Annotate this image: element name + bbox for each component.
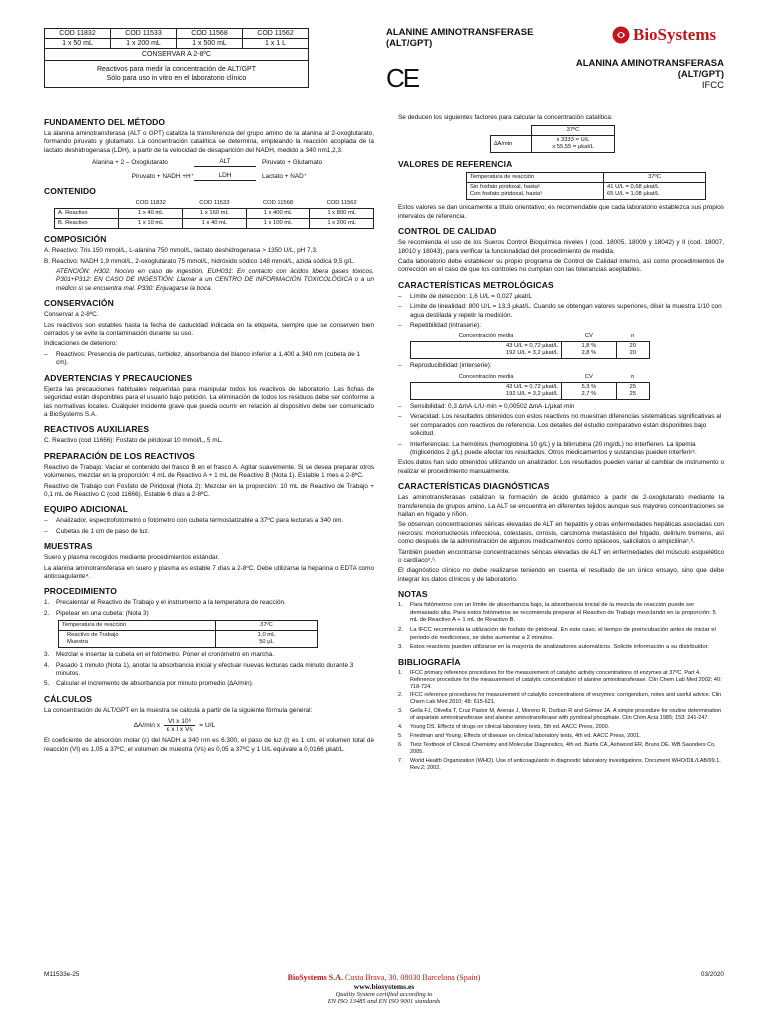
reference-text: Friedman and Young. Effects of disease on clinical laboratory tests, 4th ed. AACC Press, 2001.: [410, 733, 641, 739]
left-column: [44, 112, 374, 756]
code-cell: COD 11562: [243, 29, 309, 39]
title-en-line-2: (ALT/GPT): [386, 38, 433, 49]
list-text: Límite de detección: 1,6 U/L = 0,027 µkat/L: [410, 292, 532, 300]
cell: 37ºC: [216, 621, 318, 631]
cell: 1,0 mL: [257, 632, 276, 639]
factors-intro: Se deducen los siguientes factores para calcular la concentración catalítica:: [398, 114, 613, 121]
cell: 5,3 %: [581, 383, 597, 390]
method-text: La alanina aminotransferasa (ALT o GPT) cataliza la transferencia del grupo amino de la alanina al 2-oxoglutarato, formando piruvato y glutamato. La concentración catalítica se determina, empleando la reacción acoplada de la lactato deshidrogenasa (LDH), a partir de la velocidad de desaparición del NADH, medido a 340 nm1,2,3.: [44, 130, 374, 154]
cell: 20: [629, 343, 636, 350]
section-title: CARACTERÍSTICAS DIAGNÓSTICAS: [398, 481, 550, 492]
reference-text: Young DS. Effects of drugs on clinical laboratory tests, 5th ed. AACC Press, 2000.: [410, 724, 610, 731]
list-item: – Reactivos: Presencia de partículas, turbidez, absorbancia del blanco inferior a 1,400 a 340 nm (cubeta de 1 cm).: [44, 350, 361, 367]
step-item: 5. Calcular el incremento de absorbancia por minuto promedio (∆A/min).: [44, 680, 254, 688]
col-header: COD 11568: [262, 200, 294, 207]
reference-text: Tietz Textbook of Clinical Chemistry and Molecular Diagnostics, 4th ed. Burtis CA, Ashwood ER, Bruns DE. WB Saunders Co, 2005.: [410, 741, 716, 755]
step-text: Pipetear en una cubeta: (Nota 3): [56, 609, 149, 617]
reference-item: 7. World Health Organization (WHO). Use of anticoagulants in diagnostic laboratory investigations. Document WHO/DIL/LAB/99.1, Rev.2; 2002.: [398, 757, 721, 771]
row-label: A. Reactivo: [55, 209, 119, 219]
list-text: Límite de linealidad: 800 U/L = 13,3 µkat/L. Cuando se obtengan valores superiores, diluir la muestra 1/10 con agua destilada y repetir la medición.: [410, 303, 722, 319]
document-date: 03/2020: [700, 971, 724, 978]
section-title: PROCEDIMIENTO: [44, 586, 117, 597]
quality-line-2: EN ISO 13485 and EN ISO 9001 standards: [327, 998, 441, 1005]
warnings-text: Ejerza las precauciones habituales requeridas para manipular todos los reactivos de laboratorio. Las fichas de seguridad están disponibles para el usuario bajo petición. La eliminación de todos los residuos debe ser conforme a las normativas locales. Cualquier incidente grave que pueda ocurrir en relación al dispositivo debe ser comunicado a BioSystems S.A.: [44, 385, 374, 418]
right-column: [398, 114, 724, 774]
calc-text-2: El coeficiente de absorción molar (ε) del NADH a 340 nm es 6.300, el paso de luz (l) es 1 cm, el volumen total de reacción (Vt) es 1,05 a 37ºC, el volumen de muestra (Vs) es 0,05 a 37ºC y 1 U/L equivale a 0,0166 µkat/L.: [44, 737, 374, 753]
reference-item: 4. Young DS. Effects of drugs on clinical laboratory tests, 5th ed. AACC Press, 2000.: [398, 724, 610, 731]
reference-text: IFCC primary reference procedures for the measurement of catalytic activity concentrations of enzymes at 37ºC. Part 4. Reference procedure for the measurement of catalytic concentration of alanine aminotransferase. Clin Chem Lab Med 2002; 40: 718-724.: [410, 669, 722, 690]
formula-fraction: [164, 718, 195, 733]
reference-item: 6. Tietz Textbook of Clinical Chemistry and Molecular Diagnostics, 4th ed. Burtis CA, Ashwood ER, Bruns DE. WB Saunders Co, 2005.: [398, 741, 716, 755]
reference-item: 1. IFCC primary reference procedures for the measurement of catalytic activity concentrations of enzymes at 37ºC. Part 4. Reference procedure for the measurement of catalytic concentration of alanine aminotransferase. Clin Chem Lab Med 2002; 40: 718-724.: [398, 669, 722, 690]
step-text: Calcular el incremento de absorbancia por minuto promedio (∆A/min).: [56, 680, 254, 688]
section-title: FUNDAMENTO DEL MÉTODO: [44, 117, 166, 127]
reaction-2-right: Lactato + NAD⁺: [262, 173, 308, 181]
reproducibility-table: [410, 373, 650, 400]
list-item: – Sensibilidad: 0,3 ∆mA·L/U·min = 0,00502 ∆mA·L/µkat·min: [398, 402, 575, 410]
cell: Temperatura de reacción: [59, 621, 216, 631]
biosystems-emblem-icon: [612, 26, 630, 44]
cell: 37ºC: [604, 173, 706, 183]
diag-text-2: Se observan concentraciones séricas elevadas de ALT en hepatitis y otras enfermedades hepáticas asociadas con necrosis: mononucleosis infecciosa, colestasis, cirrosis, carcinoma metastásico del hígado, delirium tremens, así como después de la administración de algunos medicamentos como opiáceos, salicilatos o ampicilina⁵,⁶.: [398, 521, 724, 546]
cell: 43 U/L = 0,72 µkat/L: [505, 383, 559, 390]
cell: 1 x 40 mL: [183, 219, 247, 229]
enzyme-label: ALT: [219, 158, 231, 166]
cell: Reactivo de Trabajo: [67, 632, 119, 639]
cell: 1 x 200 mL: [310, 219, 374, 229]
company-address: Costa Brava, 30. 08030 Barcelona (Spain): [343, 973, 481, 982]
col-header: CV: [584, 333, 593, 340]
cell: Sin fosfato piridoxal, hasta⁵: [470, 184, 541, 191]
cell: 20: [629, 350, 636, 357]
formula-rhs: = U/L: [199, 722, 216, 730]
size-cell: 1 x 1 L: [243, 39, 309, 49]
list-item: – Reproducibilidad (interserie):: [398, 362, 492, 370]
reference-item: 3. Gella FJ, Olivella T, Cruz Pastor M, Arenas J, Moreno R, Durban R and Gómez JA. A simple procedure for routine determination of aspartate aminotransferase and alanine aminotransferase with pyridoxal phosphate. Clin Chim Acta 1985; 153: 241-247.: [398, 708, 722, 722]
section-title: ADVERTENCIAS Y PRECAUCIONES: [44, 372, 193, 383]
samples-text-1: Suero y plasma recogidos mediante procedimientos estándar.: [44, 554, 220, 562]
prep-text-2: Reactivo de Trabajo con Fosfato de Piridoxal (Nota 2): Mezclar en la proporción: 10 mL de Reactivo de Trabajo + 0,1 mL de Reactivo C (cod 11666). Estable 6 días a 2-8ºC.: [44, 482, 374, 498]
formula-lhs: ∆A/min x: [134, 722, 161, 730]
col-header: COD 11562: [326, 200, 357, 207]
document-code: M11533e-25: [44, 971, 80, 978]
enzyme-label: LDH: [218, 172, 232, 180]
factors-table: [490, 125, 615, 153]
list-text: Cubetas de 1 cm de paso de luz.: [56, 527, 150, 535]
note-item: 3. Estos reactivos pueden utilizarse en la mayoría de analizadores automáticos. Solicite información a su distribuidor.: [398, 644, 709, 651]
section-title: COMPOSICIÓN: [44, 234, 107, 245]
cell: 1 x 40 mL: [119, 209, 183, 219]
section-title: CONSERVACIÓN: [44, 298, 114, 309]
usage-line-2: Sólo para uso in vitro en el laboratorio clínico: [106, 75, 247, 82]
qc-text-2: Cada laboratorio debe establecer su propio programa de Control de Calidad interno, así como procedimientos de corrección en el caso de que los controles no cumplan con las tolerancias aceptables.: [398, 258, 724, 274]
cell: Con fosfato piridoxal, hasta⁵: [470, 191, 543, 198]
cell: 2,8 %: [581, 350, 597, 357]
reaction-1-arrow: [194, 158, 256, 167]
reference-item: 2. IFCC reference procedures for measurement of catalytic concentrations of enzymes: corrigendum, notes and useful advice. Clin Chem Lab Med 2010; 48: 615-621.: [398, 692, 722, 706]
step-item: 1. Precalentar el Reactivo de Trabajo y el instrumento a la temperatura de reacción.: [44, 599, 286, 607]
list-text: Reproducibilidad (interserie):: [410, 362, 492, 370]
cell: 1 x 400 mL: [246, 209, 310, 219]
title-spanish: [576, 58, 724, 91]
section-title: VALORES DE REFERENCIA: [398, 159, 513, 170]
section-title: CONTENIDO: [44, 186, 96, 197]
note-text: Para fotómetros con un límite de absorbancia bajo, la absorbancia inicial de la mezcla de reacción puede ser demasiado alta. Para estos fotómetros se recomienda preparar el Reactivo de Trabajo mezclando en la proporción: 5 mL de Reactivo A + 1 mL de Reactivo B.: [410, 602, 716, 624]
col-header: n: [631, 333, 635, 340]
calc-text-1: La concentración de ALT/GPT en la muestra se calcula a partir de la siguiente fórmula general:: [44, 706, 313, 714]
formula: [134, 718, 374, 733]
diag-text-3: También pueden encontrarse concentraciones séricas elevadas de ALT en enfermedades del músculo esquelético o cardíaco⁵,⁶.: [398, 548, 724, 564]
deterioration-label: Indicaciones de deterioro:: [44, 340, 118, 348]
step-item: 2. Pipetear en una cubeta: (Nota 3): [44, 609, 149, 617]
pipetting-table: [58, 620, 318, 648]
row-label: B. Reactivo: [55, 219, 119, 229]
cell: Temperatura de reacción: [467, 173, 604, 183]
list-item: – Veracidad: Los resultados obtenidos con estos reactivos no muestran diferencias sistemáticas significativas al ser comparados con reactivos de referencia. Los detalles del estudio comparativo están disponibles bajo solicitud.: [398, 413, 722, 438]
code-cell: COD 11533: [111, 29, 177, 39]
repeatability-table: [410, 332, 650, 359]
list-item: – Analizador, espectrofotómetro o fotómetro con cubeta termostatizable a 37ºC para lecturas a 340 nm.: [44, 517, 344, 525]
section-title: EQUIPO ADICIONAL: [44, 504, 128, 515]
cell: 1 x 100 mL: [246, 219, 310, 229]
ce-mark-icon: CE: [386, 63, 419, 93]
cell: 192 U/L = 3,2 µkat/L: [505, 350, 559, 357]
company-web: www.biosystems.es: [353, 982, 415, 991]
cell: 37ºC: [532, 126, 615, 136]
cell: 1 x 800 mL: [310, 209, 374, 219]
title-english: [386, 27, 533, 49]
col-header: CV: [584, 373, 593, 380]
list-item: – Interferencias: La hemólisis (hemoglobina 10 g/L) y la bilirrubina (20 mg/dL) no interfieren. La lipemia (triglicéridos 2 g/L) puede afectar los resultados. Otros medicamentos y sustancias pueden interferir⁶.: [398, 440, 697, 456]
cell: 1,8 %: [581, 343, 597, 350]
list-item: – Límite de linealidad: 800 U/L = 13,3 µkat/L. Cuando se obtengan valores superiores, diluir la muestra 1/10 con agua destilada y repetir la medición.: [398, 303, 722, 319]
cell: 50 µL: [259, 639, 274, 646]
stability-text: Los reactivos son estables hasta la fecha de caducidad indicada en la etiqueta, siempre que se conserven bien cerrados y se evite la contaminación durante su uso.: [44, 321, 374, 338]
step-item: 3. Mezclar e insertar la cubeta en el fotómetro. Poner el cronómetro en marcha.: [44, 651, 275, 659]
col-header: n: [631, 373, 635, 380]
cell: x 55,55 = µkat/L: [552, 144, 594, 151]
note-item: 2. La IFCC recomienda la utilización de fosfato de piridoxal. En este caso, el tiempo de preincubación antes de iniciar el periodo de mediciones, se debe aumentar a 2 minutos.: [398, 626, 716, 641]
cell: 65 U/L = 1,08 µkat/L: [607, 191, 660, 198]
cell: ∆A/min: [491, 136, 532, 153]
section-title: REACTIVOS AUXILIARES: [44, 424, 150, 435]
samples-text-2: La alanina aminotransferasa en suero y plasma es estable 7 días a 2-8ºC. Debe utilizarse la heparina o EDTA como anticoagulante⁴.: [44, 564, 374, 580]
reference-values-table: [466, 172, 706, 200]
section-title: MUESTRAS: [44, 541, 93, 552]
list-item: – Cubetas de 1 cm de paso de luz.: [44, 527, 150, 535]
quality-line-1: Quality System certified according to: [335, 991, 433, 998]
note-item: 1. Para fotómetros con un límite de absorbancia bajo, la absorbancia inicial de la mezcla de reacción puede ser demasiado alta. Para estos fotómetros se recomienda preparar el Reactivo de Trabajo mezclando en la proporción: 5 mL de Reactivo A + 1 mL de Reactivo B.: [398, 602, 716, 624]
col-header: Concentración media: [458, 373, 514, 380]
brand-logo: [612, 25, 716, 45]
cell: Muestra: [67, 639, 88, 646]
prep-text-1: Reactivo de Trabajo: Vaciar el contenido del frasco B en el frasco A. Agitar suavemente. Si se desea preparar otros volúmenes, mezclar en la proporción: 4 mL de Reactivo A + 1 mL de Reactivo B (Nota 1). Estable 1 mes a 2-8ºC.: [44, 463, 374, 480]
reaction-2-left: Piruvato + NADH +H⁺: [131, 173, 194, 181]
cell: 25: [629, 390, 636, 397]
formula-numerator: Vt x 10⁶: [164, 718, 195, 726]
col-header: Concentración media: [458, 333, 514, 340]
method-label: IFCC: [701, 80, 724, 91]
storage-note: CONSERVAR A 2-8ºC: [45, 49, 309, 61]
qc-text-1: Se recomienda el uso de los Sueros Control Bioquímica niveles I (cod. 18005, 18009 y 18042) y II (cod. 18007, 18010 y 18043), para verificar la funcionalidad del procedimiento de medida.: [398, 239, 724, 255]
reference-text: World Health Organization (WHO). Use of anticoagulants in diagnostic laboratory investigations. Document WHO/DIL/LAB/99.1, Rev.2; 2002.: [410, 757, 721, 771]
list-item: – Límite de detección: 1,6 U/L = 0,027 µkat/L: [398, 292, 532, 300]
cell: 1 x 160 mL: [183, 209, 247, 219]
note-text: La IFCC recomienda la utilización de fosfato de piridoxal. En este caso, el tiempo de preincubación antes de iniciar el periodo de mediciones, se debe aumentar a 2 minutos.: [410, 626, 716, 641]
step-text: Precalentar el Reactivo de Trabajo y el instrumento a la temperatura de reacción.: [56, 599, 286, 607]
contents-table: [54, 199, 374, 229]
cell: 2,7 %: [581, 390, 597, 397]
list-item: – Repetibilidad (intraserie):: [398, 322, 482, 330]
formula-denominator: ε x l x Vs: [166, 726, 193, 734]
auxiliary-text: C. Reactivo (cod 11666): Fosfato de piridoxal 10 mmol/L, 5 mL.: [44, 437, 223, 445]
cell: 43 U/L = 0,72 µkat/L: [505, 343, 559, 350]
col-header: COD 11832: [135, 200, 166, 207]
usage-line-1: Reactivos para medir la concentración de ALT/GPT: [96, 66, 256, 73]
step-text: Mezclar e insertar la cubeta en el fotómetro. Poner el cronómetro en marcha.: [56, 651, 275, 659]
cell: 25: [629, 383, 636, 390]
code-cell: COD 11568: [177, 29, 243, 39]
company-footer: [0, 973, 768, 1005]
col-header: COD 11533: [199, 200, 230, 207]
code-cell: COD 11832: [45, 29, 111, 39]
section-title: CARACTERÍSTICAS METROLÓGICAS: [398, 279, 554, 290]
reaction-1-left: Alanina + 2 – Oxoglutarato: [92, 159, 168, 167]
cell: 192 U/L = 3,2 µkat/L: [505, 390, 559, 397]
diag-text-4: El diagnóstico clínico no debe realizarse teniendo en cuenta el resultado de un único ensayo, sino que debe integrar los datos clínicos y de laboratorio.: [398, 567, 724, 583]
reference-text: Gella FJ, Olivella T, Cruz Pastor M, Arenas J, Moreno R, Durban R and Gómez JA. A simple procedure for routine determination of aspartate aminotransferase and alanine aminotransferase with pyridoxal phosphate. Clin Chim Acta 1985; 153: 241-247.: [410, 708, 722, 722]
list-text: Interferencias: La hemólisis (hemoglobina 10 g/L) y la bilirrubina (20 mg/dL) no interfieren. La lipemia (triglicéridos 2 g/L) puede afectar los resultados. Otros medicamentos y sustancias pueden interferir⁶.: [410, 440, 697, 456]
composition-a: A. Reactivo: Tris 150 mmol/L, L-alanina 750 mmol/L, lactato deshidrogenasa > 1350 U/L, pH 7,3.: [44, 247, 318, 255]
cell: 41 U/L = 0,68 µkat/L: [607, 184, 660, 191]
size-cell: 1 x 200 mL: [111, 39, 177, 49]
list-text: Veracidad: Los resultados obtenidos con estos reactivos no muestran diferencias sistemáticas significativas al ser comparados con reactivos de referencia. Los detalles del estudio comparativo están disponibles bajo solicitud.: [410, 413, 722, 438]
reference-item: 5. Friedman and Young. Effects of disease on clinical laboratory tests, 4th ed. AACC Press, 2001.: [398, 733, 641, 739]
brand-name: BioSystems: [633, 25, 717, 44]
list-text: Analizador, espectrofotómetro o fotómetro con cubeta termostatizable a 37ºC para lecturas a 340 nm.: [56, 517, 344, 525]
section-title: CONTROL DE CALIDAD: [398, 226, 497, 237]
product-codes-table: [44, 28, 309, 88]
reaction-scheme: [92, 158, 374, 181]
note-text: Estos reactivos pueden utilizarse en la mayoría de analizadores automáticos. Solicite información a su distribuidor.: [410, 644, 709, 651]
list-text: Sensibilidad: 0,3 ∆mA·L/U·min = 0,00502 ∆mA·L/µkat·min: [410, 402, 575, 410]
cell: x 3333 = U/L: [556, 137, 590, 144]
step-item: 4. Pasado 1 minuto (Nota 1), anotar la absorbancia inicial y efectuar nuevas lecturas cada minuto durante 3 minutos.: [44, 661, 354, 677]
metrology-note: Estos datos han sido obtenidos utilizando un analizador. Los resultados pueden variar al cambiar de instrumento o realizar el procedimiento manualmente.: [398, 459, 724, 475]
size-cell: 1 x 50 mL: [45, 39, 111, 49]
section-title: PREPARACIÓN DE LOS REACTIVOS: [44, 450, 195, 461]
reaction-2-arrow: [194, 172, 256, 181]
title-es-line-1: ALANINA AMINOTRANSFERASA: [575, 58, 724, 69]
title-en-line-1: ALANINE AMINOTRANSFERASE: [386, 27, 534, 38]
reference-note: Estos valores se dan únicamente a título orientativo; es recomendable que cada laboratorio establezca sus propios intervalos de referencia.: [398, 204, 724, 220]
section-title: CÁLCULOS: [44, 693, 93, 704]
section-title: BIBLIOGRAFÍA: [398, 656, 461, 667]
size-cell: 1 x 500 mL: [177, 39, 243, 49]
reaction-1-right: Piruvato + Glutamato: [262, 159, 323, 167]
title-es-line-2: (ALT/GPT): [677, 69, 724, 80]
hazard-warning: ATENCIÓN: H302: Nocivo en caso de ingestión. EUH031: En contacto con ácidos libera gases tóxicos. P301+P312: EN CASO DE INGESTIÓN: Llamar a un CENTRO DE INFORMACIÓN TOXICOLÓGICA o a un médico si se encuentra mal. P330: Enjuagarse la boca.: [56, 268, 374, 292]
step-text: Pasado 1 minuto (Nota 1), anotar la absorbancia inicial y efectuar nuevas lecturas cada minuto durante 3 minutos.: [56, 661, 354, 677]
cell: 1 x 10 mL: [119, 219, 183, 229]
company-name: BioSystems S.A.: [287, 973, 344, 982]
diag-text-1: Las aminotransferasas catalizan la formación de ácido glutámico a partir de 2-oxoglutarato mediante la transferencia de grupos amino. La ALT se encuentra en diferentes tejidos aunque sus mayores concentraciones se hallan en hígado y riñón.: [398, 494, 724, 518]
list-text: Reactivos: Presencia de partículas, turbidez, absorbancia del blanco inferior a 1,400 a 340 nm (cubeta de 1 cm).: [56, 350, 361, 367]
reference-text: IFCC reference procedures for measurement of catalytic concentrations of enzymes: corrigendum, notes and useful advice. Clin Chem Lab Med 2010; 48: 615-621.: [410, 692, 722, 706]
section-title: NOTAS: [398, 589, 428, 600]
storage-text: Conservar a 2-8ºC.: [44, 311, 99, 319]
composition-b: B. Reactivo: NADH 1,9 mmol/L, 2-oxoglutarato 75 mmol/L, hidróxido sódico 148 mmol/L, azida sódica 9,5 g/L.: [44, 257, 355, 265]
list-text: Repetibilidad (intraserie):: [410, 322, 482, 330]
